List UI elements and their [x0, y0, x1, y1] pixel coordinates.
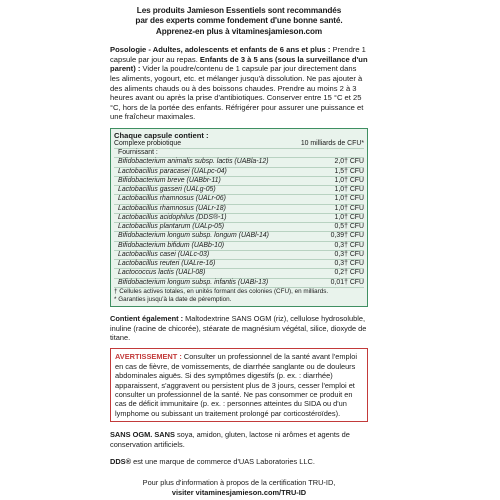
strain-row	[114, 168, 364, 177]
footer-line: Pour plus d'information à propos de la certification TRU-ID,	[142, 478, 336, 488]
strain-name: Lactobacillus reuteri (UALre-16)	[118, 260, 216, 268]
strain-name: Bifidobacterium bifidum (UABb-10)	[118, 241, 225, 249]
strain-name: Lactobacillus acidophilus (DDS®-1)	[118, 213, 227, 221]
strain-value: 0,5† CFU	[334, 223, 364, 231]
footer-link: visiter vitaminesjamieson.com/TRU-ID	[171, 488, 307, 498]
trademark-mark: DDS®	[110, 457, 132, 467]
strain-value: 1,0† CFU	[334, 195, 364, 203]
strain-row	[114, 251, 364, 260]
strain-row	[114, 177, 364, 186]
posology-children-text: Vider la poudre/contenu de 1 capsule par jour directement dans les aliments, yogourt, etc. et mélanger jusqu'à dissolution. Ne pas ajouter à des aliments chauds ou à des boissons chaudes. Prendre au moins 2 à 3 heures avant ou après la prise d'antibiotiques. Conserver entre 15 °C et 25 °C, hors de la portée des enfants. Réfrigérer pour assurer une puissance et une fraîcheur maximales.	[110, 64, 364, 122]
intro-line: Apprenez-en plus à vitaminesjamieson.com	[155, 26, 323, 36]
strain-row	[114, 242, 364, 251]
free-of-text: soya, amidon, gluten, lactose ni arômes et agents de conservation artificiels.	[110, 430, 350, 449]
posology-section	[110, 45, 368, 122]
strain-row	[114, 214, 364, 223]
intro-line: Les produits Jamieson Essentiels sont recommandés	[136, 6, 342, 15]
posology-text: Prendre 1 capsule par jour au repas.	[110, 45, 366, 64]
strain-row	[114, 195, 364, 204]
strain-value: 0,2† CFU	[334, 269, 364, 277]
strain-value: 0,01† CFU	[330, 278, 364, 286]
trademark-text: est une marque de commerce d'UAS Laboratories LLC.	[131, 457, 315, 467]
strain-value: 0,39† CFU	[330, 232, 364, 240]
warning-text: Consulter un professionnel de la santé avant l'emploi en cas de fièvre, de vomissements, de diarrhée sanglante ou de douleurs abdominales aiguës. Si des symptômes digestifs (p. ex. : diarrhée) apparaissent, s'aggravent ou persistent plus de 3 jours, cesser l'emploi et consulter un professionnel de la santé. Ne pas consommer ce produit en cas de déficit immunitaire (p. ex. : personnes atteintes du SIDA ou d'un lymphome ou subissant un traitement prolongé par corticostéroïdes).	[115, 352, 357, 418]
strain-name: Bifidobacterium longum subsp. longum (UABl-14)	[118, 232, 269, 240]
strain-value: 0,3† CFU	[334, 241, 364, 249]
strain-row	[114, 223, 364, 232]
strain-name: Lactobacillus paracasei (UALpc-04)	[118, 167, 227, 175]
facts-supplying-row	[114, 149, 364, 158]
strain-value: 1,5† CFU	[334, 167, 364, 175]
strain-value: 1,0† CFU	[334, 204, 364, 212]
warning-box	[110, 348, 368, 422]
strain-row	[114, 269, 364, 278]
ingredients-label: Contient également :	[110, 314, 184, 324]
strain-value: 0,3† CFU	[334, 260, 364, 268]
strain-name: Lactobacillus plantarum (UALp-05)	[118, 223, 225, 231]
ingredients-text: Maltodextrine SANS OGM (riz), cellulose hydrosoluble, inuline (racine de chicorée), stéarate de magnésium végétal, silice, dioxyde de titane.	[110, 314, 367, 342]
strain-value: 1,0† CFU	[334, 186, 364, 194]
strain-name: Lactobacillus casei (UALc-03)	[118, 250, 210, 258]
strain-list	[114, 158, 364, 288]
supplement-facts-box	[110, 128, 368, 307]
supplying-label: Fournissant :	[118, 149, 158, 157]
strain-name: Bifidobacterium animalis subsp. lactis (UABla-12)	[118, 158, 269, 166]
strain-value: 2,0† CFU	[334, 158, 364, 166]
strain-value: 0,3† CFU	[334, 250, 364, 258]
strain-value: 1,0† CFU	[334, 213, 364, 221]
posology-label: Posologie - Adultes, adolescents et enfants de 6 ans et plus :	[110, 45, 331, 55]
facts-complex-row	[114, 140, 364, 149]
strain-name: Lactobacillus rhamnosus (UALr-06)	[118, 195, 226, 203]
strain-name: Lactococcus lactis (UALl-08)	[118, 269, 206, 277]
complex-label: Complexe probiotique	[114, 139, 182, 147]
footer-block	[110, 478, 368, 497]
other-ingredients	[110, 314, 368, 342]
strain-value: 1,0† CFU	[334, 176, 364, 184]
facts-note-cfu: † Cellules actives totales, en unités formant des colonies (CFU), en milliards.	[114, 287, 329, 295]
trademark-statement	[110, 457, 368, 466]
complex-value: 10 milliards de CFU*	[300, 139, 364, 147]
strain-row	[114, 232, 364, 241]
strain-row	[114, 205, 364, 214]
facts-note-guarantee: * Garanties jusqu'à la date de péremption.	[114, 295, 232, 303]
strain-row	[114, 158, 364, 167]
intro-line: par des experts comme fondement d'une bonne santé.	[135, 16, 343, 26]
label-panel	[110, 0, 368, 500]
strain-name: Bifidobacterium breve (UABbr-11)	[118, 176, 221, 184]
strain-row	[114, 260, 364, 269]
free-of-label: SANS OGM. SANS	[110, 430, 175, 440]
strain-row	[114, 279, 364, 288]
posology-children-label: Enfants de 3 à 5 ans (sous la surveillance d'un parent) :	[110, 54, 368, 74]
strain-row	[114, 186, 364, 195]
strain-name: Lactobacillus rhamnosus (UALr-18)	[118, 204, 226, 212]
facts-heading: Chaque capsule contient :	[114, 130, 209, 140]
free-of-statement	[110, 430, 368, 449]
strain-name: Lactobacillus gasseri (UALg-05)	[118, 186, 216, 194]
warning-label: AVERTISSEMENT :	[115, 352, 182, 362]
strain-name: Bifidobacterium longum subsp. infantis (UABi-13)	[118, 278, 269, 286]
intro-block	[110, 6, 368, 37]
